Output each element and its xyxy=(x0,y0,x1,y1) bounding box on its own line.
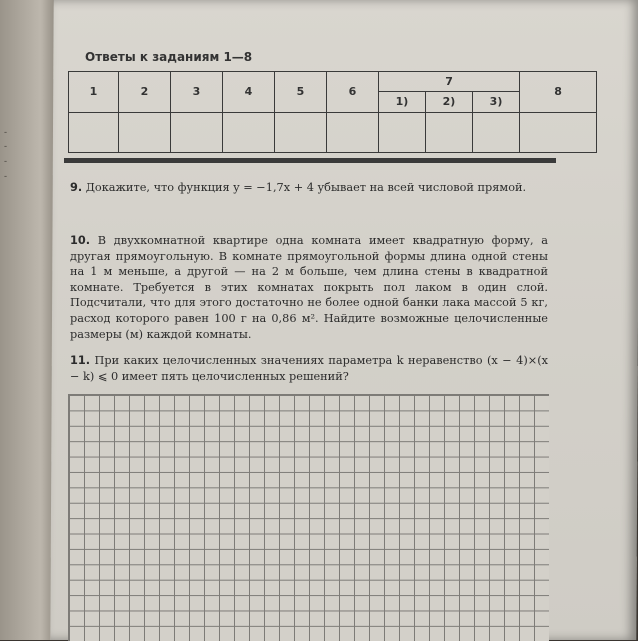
answer-subcol-header: 3) xyxy=(473,92,520,112)
answer-cell[interactable] xyxy=(171,112,223,153)
task-text: При каких целочисленных значениях параметра k неравенство (x − 4)×(x − k) ⩽ 0 имеет пять целочисленных решений? xyxy=(70,354,549,383)
answer-cell[interactable] xyxy=(520,112,597,153)
answer-cell[interactable] xyxy=(223,112,275,153)
answer-cell[interactable] xyxy=(69,112,119,153)
answers-table xyxy=(68,71,597,153)
graph-paper-area[interactable] xyxy=(68,394,549,641)
section-divider xyxy=(64,158,556,163)
answer-cell[interactable] xyxy=(426,112,473,153)
answer-col-header: 3 xyxy=(171,72,223,113)
answers-title: Ответы к заданиям 1—8 xyxy=(85,50,253,64)
answer-col-header: 5 xyxy=(275,72,327,113)
task-text: В двухкомнатной квартире одна комната имеет квадратную форму, а другая прямоугольную. В комнате прямоугольной формы длина одной стены на 1 м меньше, а другой — на 2 м больше, чем длина стены в квадратной комнате. Требуется в этих комнатах покрыть пол лаком в один слой. Подсчитали, что для этого достаточно не более одной банки лака массой 5 кг, расход которого равен 100 г на 0,86 м². Найдите возможные целочисленные размеры (м) каждой комнаты. xyxy=(70,234,548,341)
answer-col-header: 2 xyxy=(119,72,171,113)
answer-subcol-header: 1) xyxy=(379,92,426,112)
answer-col-header: 7 xyxy=(379,72,520,92)
task-number: 9. xyxy=(70,181,83,194)
task-text: Докажите, что функция y = −1,7x + 4 убывает на всей числовой прямой. xyxy=(85,181,527,194)
margin-mark: - xyxy=(4,142,8,152)
margin-mark: - xyxy=(4,157,8,167)
answer-cell[interactable] xyxy=(379,112,426,153)
task-10 xyxy=(70,233,548,342)
answer-col-header: 4 xyxy=(223,72,275,113)
task-11 xyxy=(70,353,548,384)
answer-cell[interactable] xyxy=(327,112,379,153)
answer-cell[interactable] xyxy=(473,112,520,153)
margin-mark: - xyxy=(4,128,8,138)
answer-cell[interactable] xyxy=(275,112,327,153)
answer-cell[interactable] xyxy=(119,112,171,153)
task-number: 11. xyxy=(70,354,91,367)
answer-col-header: 1 xyxy=(69,72,119,113)
margin-mark: - xyxy=(4,172,8,182)
answer-col-header: 6 xyxy=(327,72,379,113)
answer-col-header: 8 xyxy=(520,72,597,113)
facing-page-edge xyxy=(0,0,58,640)
task-number: 10. xyxy=(70,234,91,247)
task-9 xyxy=(70,180,548,196)
answer-subcol-header: 2) xyxy=(426,92,473,112)
